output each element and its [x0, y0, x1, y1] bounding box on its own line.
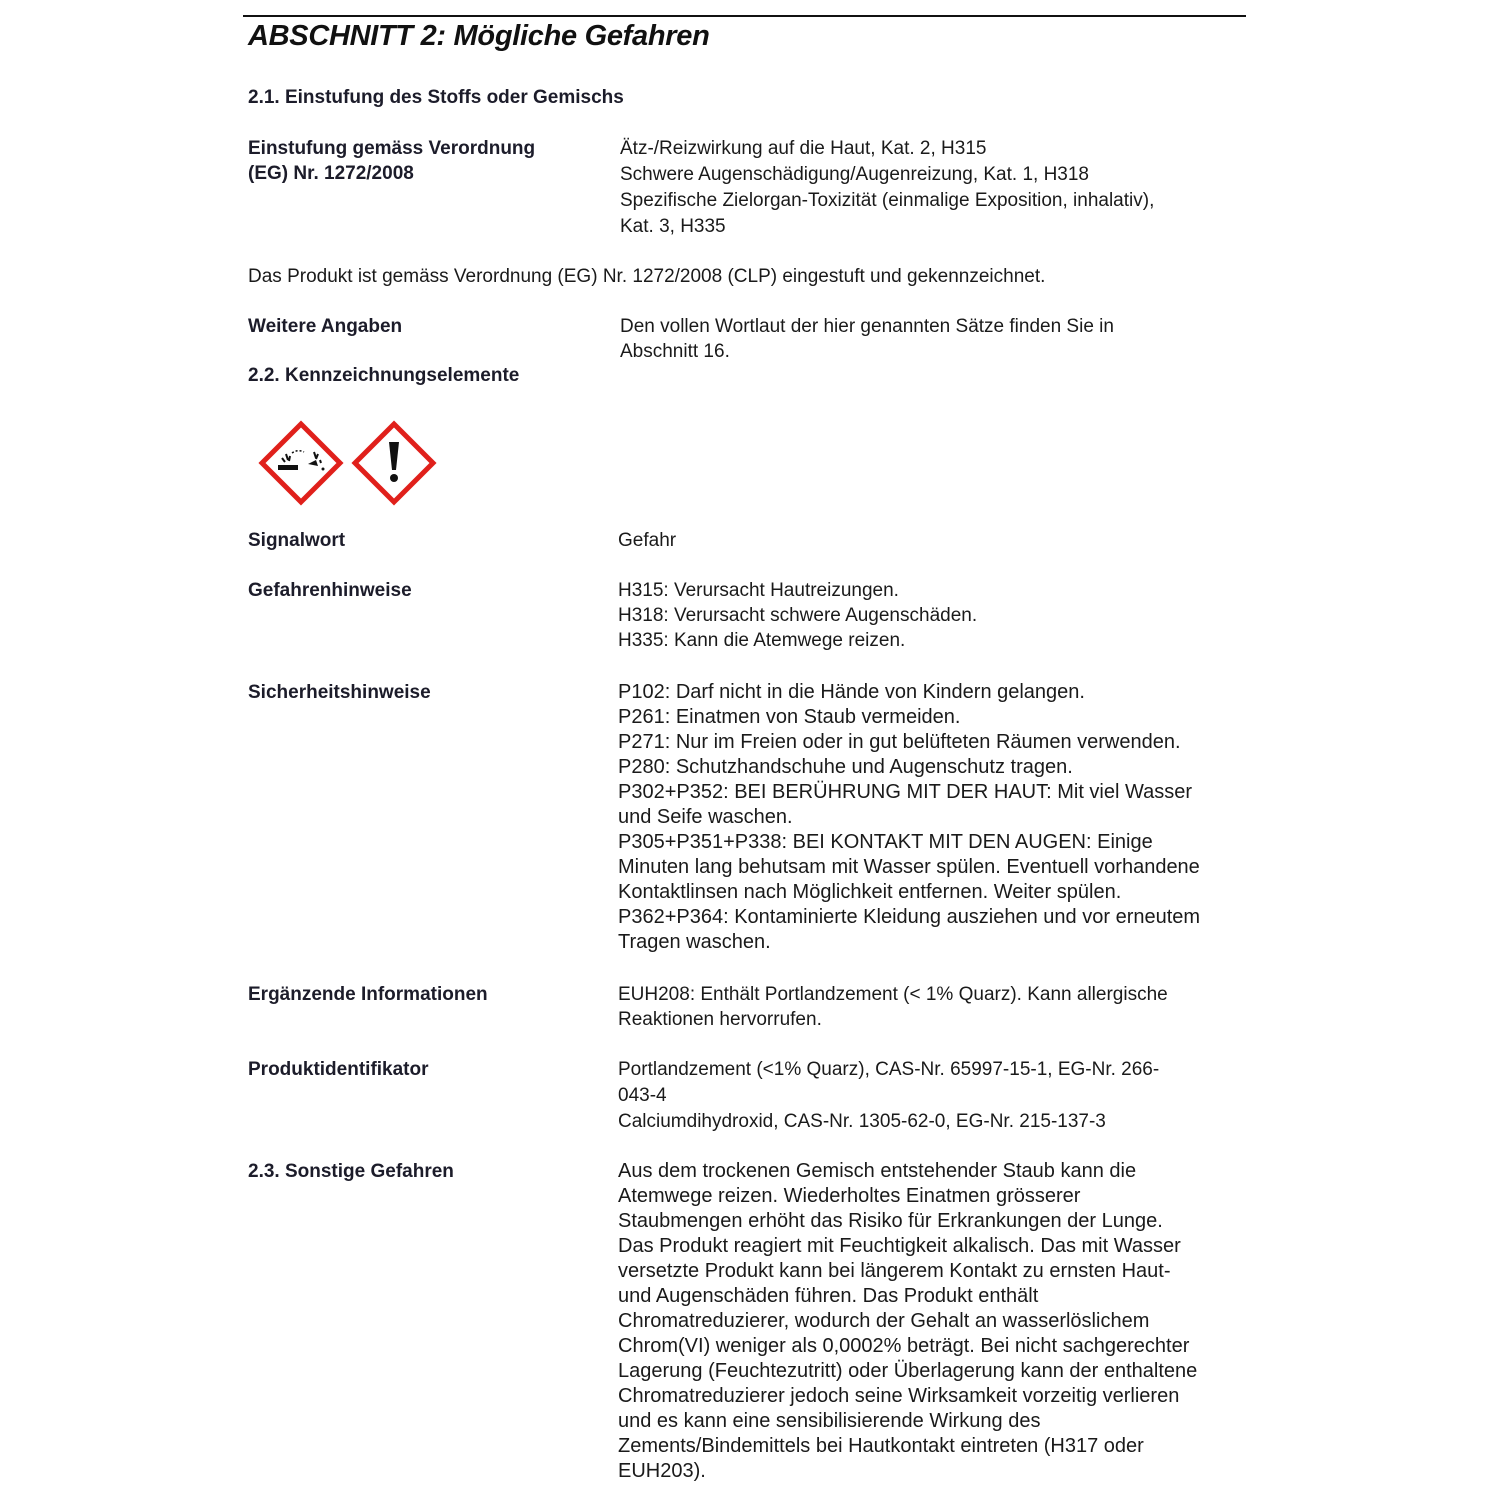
signal-word-value: Gefahr [618, 530, 677, 551]
other-hazards-line: Aus dem trockenen Gemisch entstehender Staub kann die [618, 1160, 1137, 1182]
heading-2-2: 2.2. Kennzeichnungselemente [248, 365, 520, 386]
other-hazards-line: Chrom(VI) weniger als 0,0002% beträgt. Bei nicht sachgerechter [618, 1335, 1190, 1357]
precautionary-statement: P271: Nur im Freien oder in gut belüfteten Räumen verwenden. [618, 731, 1181, 753]
other-hazards-line: Das Produkt reagiert mit Feuchtigkeit alkalisch. Das mit Wasser [618, 1235, 1181, 1257]
classification-label-line: (EG) Nr. 1272/2008 [248, 163, 414, 184]
classification-line: Schwere Augenschädigung/Augenreizung, Kat. 1, H318 [620, 164, 1089, 185]
product-identifier-value [618, 1057, 1159, 1135]
classification-line: Ätz-/Reizwirkung auf die Haut, Kat. 2, H315 [620, 138, 987, 159]
section-title: ABSCHNITT 2: Mögliche Gefahren [248, 20, 710, 52]
product-identifier-line: 043-4 [618, 1085, 667, 1106]
other-hazards-line: Chromatreduzierer jedoch seine Wirksamkeit vorzeitig verlieren [618, 1385, 1180, 1407]
supplementary-info-line: Reaktionen hervorrufen. [618, 1009, 822, 1030]
other-hazards-line: Atemwege reizen. Wiederholtes Einatmen grösserer [618, 1185, 1081, 1207]
supplementary-info-line: EUH208: Enthält Portlandzement (< 1% Quarz). Kann allergische [618, 984, 1168, 1005]
other-hazards-line: Lagerung (Feuchtezutritt) oder Überlagerung kann der enthaltene [618, 1360, 1198, 1382]
precautionary-statement: Kontaktlinsen nach Möglichkeit entfernen. Weiter spülen. [618, 881, 1122, 903]
section-top-rule [243, 15, 1246, 17]
classification-line: Kat. 3, H335 [620, 216, 726, 237]
other-hazards-text [618, 1159, 1197, 1484]
other-hazards-line: Staubmengen erhöht das Risiko für Erkrankungen der Lunge. [618, 1210, 1163, 1232]
precautionary-statements-list [618, 680, 1200, 955]
supplementary-info-label: Ergänzende Informationen [248, 984, 488, 1005]
precautionary-statement: Tragen waschen. [618, 931, 771, 953]
other-hazards-line: EUH203). [618, 1460, 706, 1482]
precautionary-statement: P280: Schutzhandschuhe und Augenschutz tragen. [618, 756, 1073, 778]
product-identifier-line: Portlandzement (<1% Quarz), CAS-Nr. 65997-15-1, EG-Nr. 266- [618, 1059, 1160, 1080]
precautionary-statement: P362+P364: Kontaminierte Kleidung ausziehen und vor erneutem [618, 906, 1201, 928]
precautionary-statement: Minuten lang behutsam mit Wasser spülen. Eventuell vorhandene [618, 856, 1200, 878]
heading-2-1: 2.1. Einstufung des Stoffs oder Gemischs [248, 87, 624, 108]
classification-line: Spezifische Zielorgan-Toxizität (einmalige Exposition, inhalativ), [620, 190, 1155, 211]
product-identifier-label: Produktidentifikator [248, 1059, 429, 1080]
classification-label [248, 136, 535, 186]
classification-value [620, 136, 1154, 240]
further-info-line: Abschnitt 16. [620, 341, 730, 362]
precautionary-statement: P302+P352: BEI BERÜHRUNG MIT DER HAUT: Mit viel Wasser [618, 781, 1193, 803]
hazard-statements-label: Gefahrenhinweise [248, 580, 412, 601]
clp-statement: Das Produkt ist gemäss Verordnung (EG) Nr. 1272/2008 (CLP) eingestuft und gekennzeichnet. [248, 266, 1046, 287]
further-info-value [620, 314, 1114, 364]
supplementary-info-value [618, 982, 1168, 1032]
other-hazards-line: Zements/Bindemittels bei Hautkontakt eintreten (H317 oder [618, 1435, 1144, 1457]
hazard-statement: H335: Kann die Atemwege reizen. [618, 630, 906, 651]
hazard-statements-list [618, 578, 977, 653]
precautionary-statements-label: Sicherheitshinweise [248, 682, 431, 703]
ghs05-corrosion-icon [258, 420, 344, 506]
signal-word-label: Signalwort [248, 530, 346, 551]
precautionary-statement: P305+P351+P338: BEI KONTAKT MIT DEN AUGEN: Einige [618, 831, 1153, 853]
ghs07-exclamation-icon [351, 420, 437, 506]
hazard-statement: H315: Verursacht Hautreizungen. [618, 580, 899, 601]
precautionary-statement: P102: Darf nicht in die Hände von Kindern gelangen. [618, 681, 1085, 703]
further-info-label: Weitere Angaben [248, 316, 403, 337]
other-hazards-line: Chromatreduzierer, wodurch der Gehalt an wasserlöslichem [618, 1310, 1150, 1332]
heading-2-3: 2.3. Sonstige Gefahren [248, 1161, 454, 1182]
precautionary-statement: P261: Einatmen von Staub vermeiden. [618, 706, 961, 728]
further-info-line: Den vollen Wortlaut der hier genannten Sätze finden Sie in [620, 316, 1114, 337]
other-hazards-line: und Augenschäden führen. Das Produkt enthält [618, 1285, 1039, 1307]
precautionary-statement: und Seife waschen. [618, 806, 793, 828]
classification-label-line: Einstufung gemäss Verordnung [248, 138, 536, 159]
product-identifier-line: Calciumdihydroxid, CAS-Nr. 1305-62-0, EG-Nr. 215-137-3 [618, 1111, 1106, 1132]
hazard-statement: H318: Verursacht schwere Augenschäden. [618, 605, 978, 626]
other-hazards-line: versetzte Produkt kann bei längerem Kontakt zu ernsten Haut- [618, 1260, 1171, 1282]
other-hazards-line: und es kann eine sensibilisierende Wirkung des [618, 1410, 1041, 1432]
